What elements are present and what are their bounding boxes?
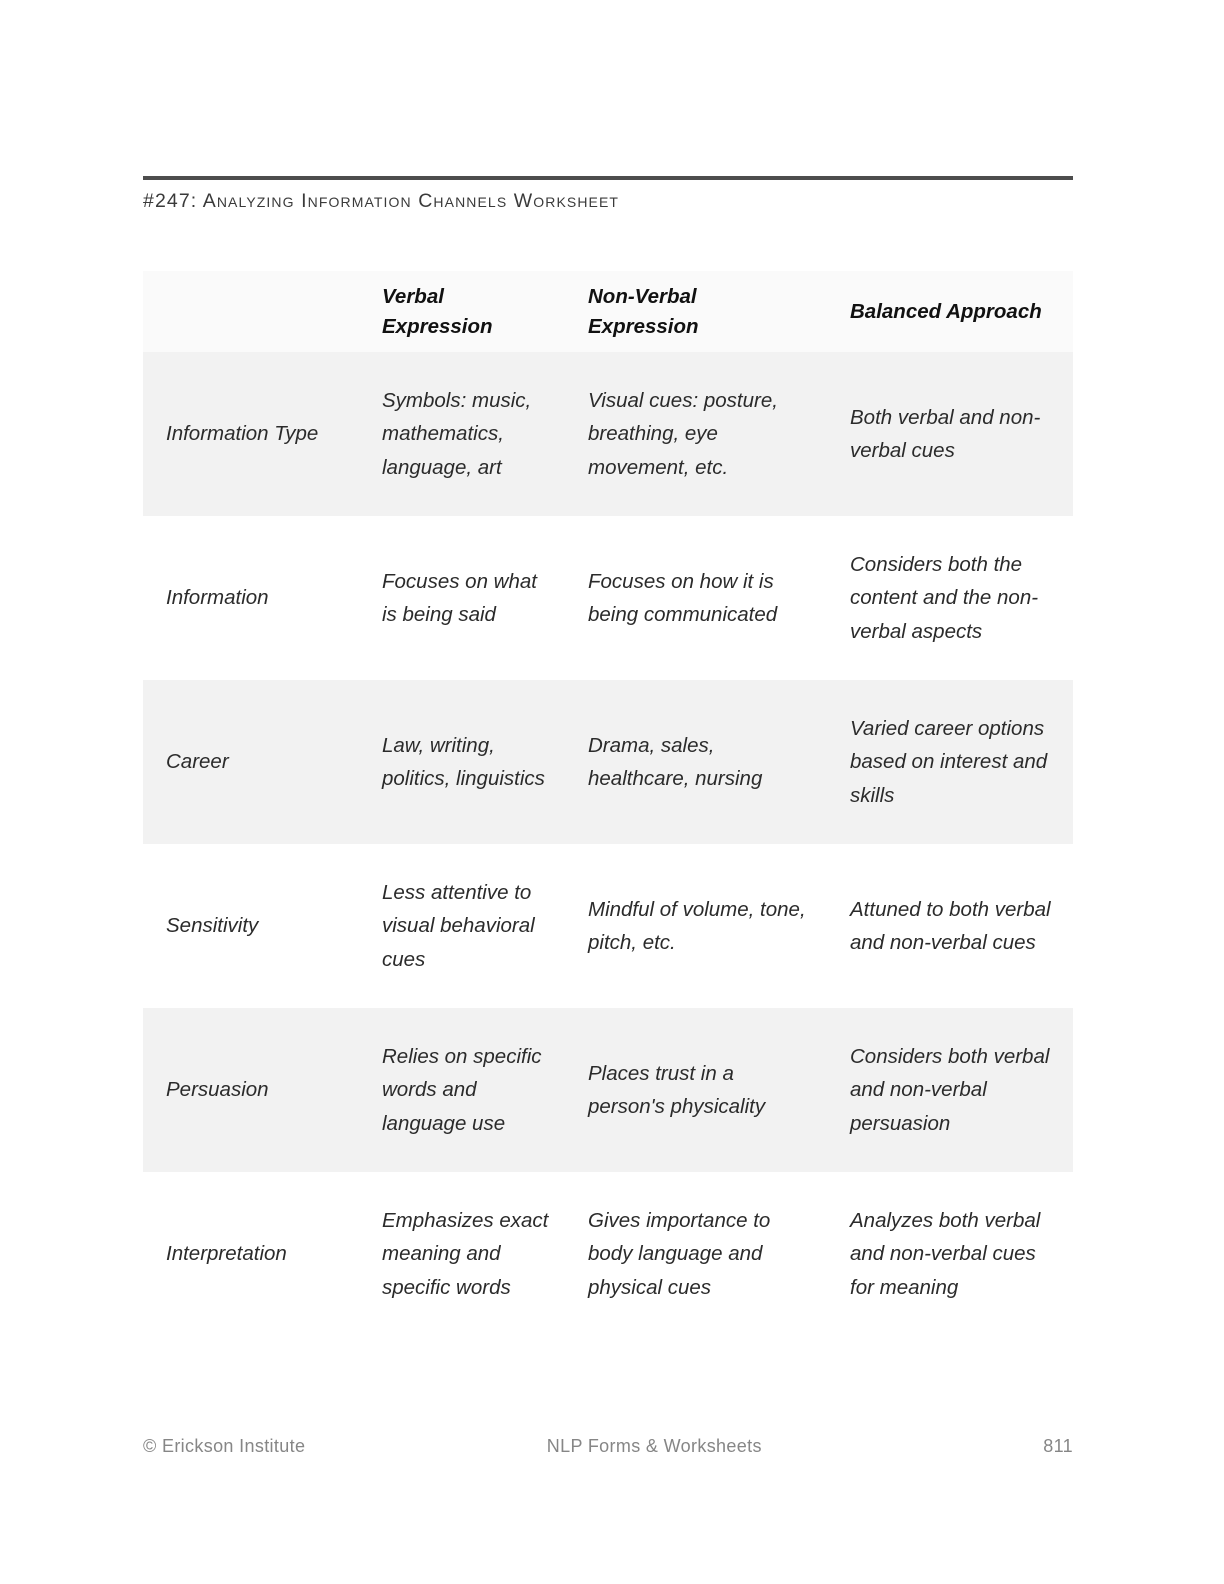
cell-nonverbal: Places trust in a person's physicality [588, 1061, 766, 1118]
column-header-balanced-approach: Balanced Approach [850, 299, 1042, 323]
row-label: Persuasion [166, 1078, 269, 1102]
row-label: Interpretation [166, 1242, 287, 1266]
row-label: Career [166, 750, 229, 774]
cell-balanced: Attuned to both verbal and non-verbal cues [850, 897, 1051, 954]
table-row [143, 680, 1073, 844]
page-header [143, 176, 1073, 213]
table-row [143, 516, 1073, 680]
header-divider [143, 176, 1073, 180]
cell-verbal: Law, writing, politics, linguistics [382, 733, 545, 790]
cell-balanced: Analyzes both verbal and non-verbal cues for meaning [850, 1209, 1041, 1299]
footer-copyright: © Erickson Institute [143, 1436, 306, 1456]
column-header-nonverbal-expression [565, 271, 827, 352]
cell-verbal: Symbols: music, mathematics, language, art [382, 389, 532, 479]
column-header-verbal-line2: Expression [382, 314, 493, 338]
cell-nonverbal: Focuses on how it is being communicated [588, 569, 778, 626]
page-footer [143, 1436, 1073, 1457]
row-label: Information Type [166, 422, 319, 446]
cell-nonverbal: Drama, sales, healthcare, nursing [588, 733, 763, 790]
cell-balanced: Varied career options based on interest and skills [850, 717, 1048, 807]
cell-balanced: Considers both verbal and non-verbal persuasion [850, 1045, 1050, 1135]
column-header-blank [143, 271, 359, 352]
information-channels-table [143, 271, 1073, 1336]
column-header-nonverbal-line2: Expression [588, 314, 699, 338]
footer-page-number: 811 [1043, 1436, 1073, 1456]
cell-nonverbal: Visual cues: posture, breathing, eye movement, etc. [588, 389, 778, 479]
cell-balanced: Considers both the content and the non-verbal aspects [850, 553, 1039, 643]
column-header-verbal-line1: Verbal [382, 285, 444, 309]
cell-balanced: Both verbal and non-verbal cues [850, 405, 1041, 462]
cell-verbal: Relies on specific words and language use [382, 1045, 542, 1135]
table-body [143, 352, 1073, 1336]
cell-verbal: Focuses on what is being said [382, 569, 537, 626]
cell-nonverbal: Mindful of volume, tone, pitch, etc. [588, 897, 806, 954]
table-row [143, 352, 1073, 516]
table-row [143, 1008, 1073, 1172]
cell-nonverbal: Gives importance to body language and physical cues [588, 1209, 771, 1299]
column-header-verbal-expression [359, 271, 565, 352]
table-row [143, 844, 1073, 1008]
column-header-nonverbal-line1: Non-Verbal [588, 285, 697, 309]
cell-verbal: Less attentive to visual behavioral cues [382, 881, 535, 971]
page-title: #247: Analyzing Information Channels Worksheet [143, 190, 620, 212]
footer-title: NLP Forms & Worksheets [546, 1436, 762, 1456]
table-row [143, 1172, 1073, 1336]
row-label: Information [166, 586, 269, 610]
table-header-row [143, 271, 1073, 352]
row-label: Sensitivity [166, 914, 259, 938]
cell-verbal: Emphasizes exact meaning and specific words [382, 1209, 549, 1299]
table-header [143, 271, 1073, 352]
